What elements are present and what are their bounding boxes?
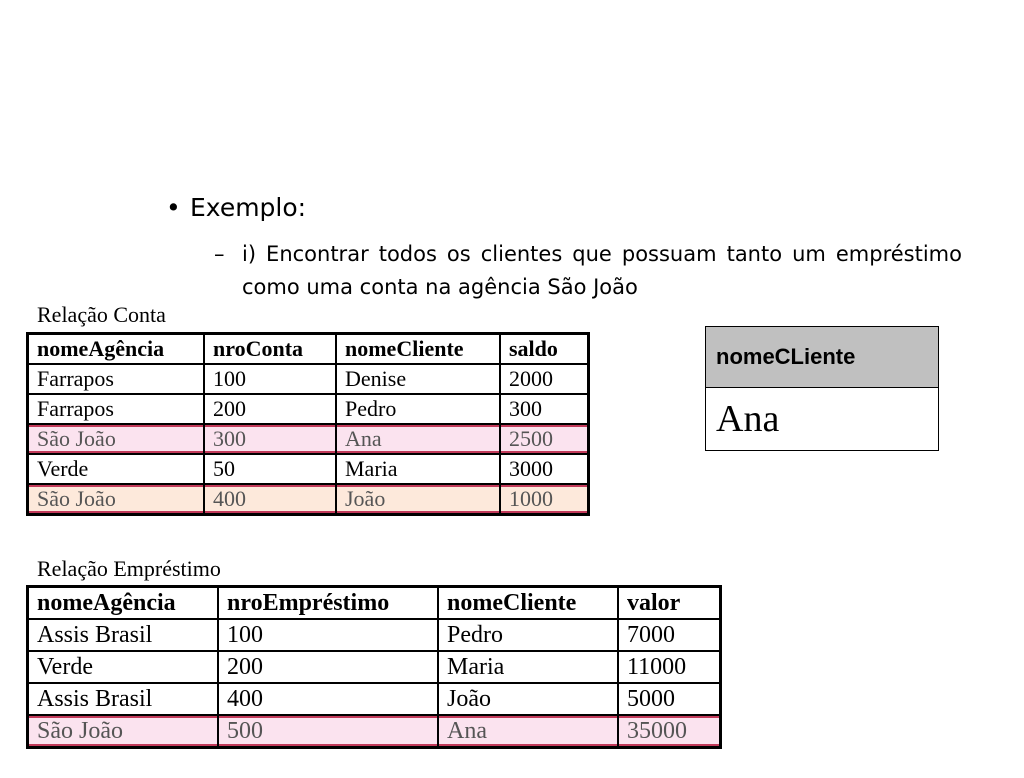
- table-cell: João: [438, 683, 618, 715]
- table-cell: 400: [204, 484, 336, 515]
- table-cell: 2500: [500, 424, 589, 454]
- col-header-nomeagencia: nomeAgência: [28, 334, 205, 365]
- emprestimo-caption: Relação Empréstimo: [37, 556, 221, 581]
- table-row: [28, 651, 721, 683]
- conta-caption: Relação Conta: [37, 302, 166, 327]
- bullet-item: [166, 192, 306, 224]
- table-cell: Ana: [438, 715, 618, 748]
- table-cell: Pedro: [438, 619, 618, 651]
- result-header: nomeCLiente: [706, 327, 938, 388]
- table-cell: 3000: [500, 454, 589, 484]
- table-cell: 50: [204, 454, 336, 484]
- table-cell: 11000: [618, 651, 721, 683]
- bullet-marker: •: [166, 193, 181, 222]
- table-cell: 1000: [500, 484, 589, 515]
- table-header-row: [28, 587, 721, 620]
- table-cell: 200: [204, 394, 336, 424]
- emprestimo-table: [26, 585, 722, 749]
- col-header-nomecliente: nomeCliente: [438, 587, 618, 620]
- table-cell: 200: [218, 651, 438, 683]
- col-header-nroemprestimo: nroEmpréstimo: [218, 587, 438, 620]
- col-header-nomeagencia: nomeAgência: [28, 587, 219, 620]
- table-cell: Maria: [336, 454, 500, 484]
- table-cell: João: [336, 484, 500, 515]
- result-value: Ana: [716, 398, 780, 440]
- table-cell: Verde: [28, 651, 219, 683]
- table-cell: Farrapos: [28, 394, 205, 424]
- table-cell: 7000: [618, 619, 721, 651]
- table-cell: Pedro: [336, 394, 500, 424]
- table-row-highlighted: [28, 484, 589, 515]
- table-row-highlighted: [28, 715, 721, 748]
- sub-bullet-marker: –: [214, 242, 225, 266]
- table-cell: Assis Brasil: [28, 683, 219, 715]
- table-cell: 300: [204, 424, 336, 454]
- bullet-text: Exemplo:: [190, 193, 307, 222]
- table-cell: Ana: [336, 424, 500, 454]
- table-header-row: [28, 334, 589, 365]
- table-row: [28, 364, 589, 394]
- table-cell: 100: [204, 364, 336, 394]
- table-cell: Verde: [28, 454, 205, 484]
- table-row-highlighted: [28, 424, 589, 454]
- table-cell: 300: [500, 394, 589, 424]
- table-cell: 5000: [618, 683, 721, 715]
- col-header-nroconta: nroConta: [204, 334, 336, 365]
- table-cell: Maria: [438, 651, 618, 683]
- table-cell: 35000: [618, 715, 721, 748]
- sub-bullet-text: i) Encontrar todos os clientes que possuam tanto um empréstimo como uma conta na agência São João: [242, 242, 962, 299]
- table-cell: São João: [28, 715, 219, 748]
- conta-table: [26, 332, 590, 516]
- table-row: [28, 394, 589, 424]
- table-row: [28, 683, 721, 715]
- result-table: [705, 326, 939, 451]
- table-cell: 100: [218, 619, 438, 651]
- table-row: [28, 454, 589, 484]
- table-cell: Denise: [336, 364, 500, 394]
- table-cell: São João: [28, 424, 205, 454]
- table-cell: Farrapos: [28, 364, 205, 394]
- col-header-nomecliente: nomeCliente: [336, 334, 500, 365]
- table-cell: Assis Brasil: [28, 619, 219, 651]
- table-row: [28, 619, 721, 651]
- col-header-valor: valor: [618, 587, 721, 620]
- table-cell: 400: [218, 683, 438, 715]
- sub-bullet-item: [214, 238, 962, 304]
- col-header-saldo: saldo: [500, 334, 589, 365]
- table-cell: 2000: [500, 364, 589, 394]
- table-cell: São João: [28, 484, 205, 515]
- table-cell: 500: [218, 715, 438, 748]
